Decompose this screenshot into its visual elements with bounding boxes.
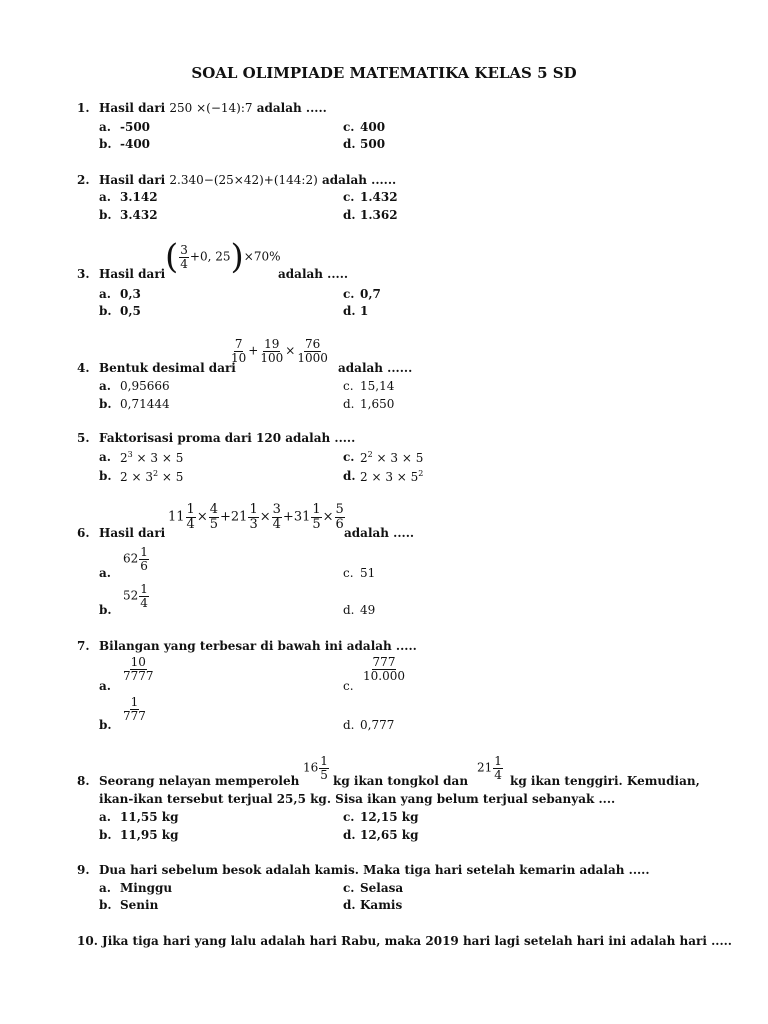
option-letter: c. xyxy=(343,379,354,393)
page-title: SOAL OLIMPIADE MATEMATIKA KELAS 5 SD xyxy=(191,64,577,82)
option-b: $2 \times 3^2 \times 5$ xyxy=(120,469,184,484)
question-text: kg ikan tongkol dan xyxy=(333,774,469,788)
option-b: 3.432 xyxy=(120,208,158,222)
math-expression: $\frac{7}{10}$ + $\frac{19}{100}$ × $\frac{76}{1000}$ xyxy=(231,337,328,365)
math-expression: 250 ×(−14):7 xyxy=(169,101,253,115)
mixed-fraction: 16 $\frac{1}{5}$ xyxy=(303,754,328,782)
option-c: 15,14 xyxy=(360,379,395,393)
option-b: 0,71444 xyxy=(120,397,170,411)
option-b: 11,95 kg xyxy=(120,828,179,842)
option-letter: a. xyxy=(99,120,111,134)
question-suffix: adalah ..... xyxy=(278,267,349,281)
option-letter: d. xyxy=(343,137,356,151)
option-letter: b. xyxy=(99,304,112,318)
question-suffix: adalah ..... xyxy=(256,101,327,115)
option-d: 49 xyxy=(360,603,376,617)
option-letter: a. xyxy=(99,379,111,393)
option-b: 0,5 xyxy=(120,304,141,318)
option-letter: d. xyxy=(343,469,356,483)
option-letter: d. xyxy=(343,603,355,617)
question-text: kg ikan tenggiri. Kemudian, xyxy=(510,774,700,788)
question-number: 2. xyxy=(77,173,90,187)
question-number: 1. xyxy=(77,101,90,115)
option-a: -500 xyxy=(120,120,151,134)
option-letter: b. xyxy=(99,137,112,151)
option-letter: a. xyxy=(99,881,111,895)
option-letter: c. xyxy=(343,287,355,301)
question-text: Hasil dari xyxy=(99,101,166,115)
question-number: 9. xyxy=(77,863,90,877)
question-text: ikan-ikan tersebut terjual 25,5 kg. Sisa ikan yang belum terjual sebanyak .... xyxy=(99,792,616,806)
option-letter: c. xyxy=(343,679,354,693)
option-b: -400 xyxy=(120,137,151,151)
option-letter: d. xyxy=(343,898,356,912)
question-number: 4. xyxy=(77,361,90,375)
question-text: Dua hari sebelum besok adalah kamis. Maka tiga hari setelah kemarin adalah ..... xyxy=(99,863,650,877)
option-letter: d. xyxy=(343,304,356,318)
option-c: 51 xyxy=(360,566,376,580)
question-text: Hasil dari xyxy=(99,526,166,540)
option-a: 0,3 xyxy=(120,287,141,301)
question-suffix: adalah ...... xyxy=(338,361,413,375)
option-letter: b. xyxy=(99,603,112,617)
option-d: $2 \times 3 \times 5^2$ xyxy=(360,469,424,484)
option-a: $\frac{10}{7777}$ xyxy=(123,655,154,683)
option-letter: c. xyxy=(343,450,355,464)
option-a: 11,55 kg xyxy=(120,810,179,824)
option-b: Senin xyxy=(120,898,159,912)
option-d: 12,65 kg xyxy=(360,828,419,842)
mixed-fraction: 21 $\frac{1}{4}$ xyxy=(477,754,502,782)
question-number: 6. xyxy=(77,526,90,540)
question-text: 10. Jika tiga hari yang lalu adalah hari Rabu, maka 2019 hari lagi setelah hari ini adalah hari ..... xyxy=(77,934,732,948)
option-c: 1.432 xyxy=(360,190,398,204)
option-c: 400 xyxy=(360,120,386,134)
option-c: $2^2 \times 3 \times 5$ xyxy=(360,450,424,465)
option-letter: d. xyxy=(343,718,355,732)
option-letter: c. xyxy=(343,881,355,895)
question-text: Faktorisasi proma dari 120 adalah ..... xyxy=(99,431,356,445)
option-a: 62 $\frac{1}{6}$ xyxy=(123,545,148,573)
option-letter: b. xyxy=(99,469,112,483)
question-number: 7. xyxy=(77,639,90,653)
option-letter: b. xyxy=(99,828,112,842)
option-letter: b. xyxy=(99,208,112,222)
option-letter: a. xyxy=(99,450,111,464)
option-d: 1 xyxy=(360,304,369,318)
question-text: Hasil dari xyxy=(99,267,166,281)
option-c: $\frac{777}{10.000}$ xyxy=(363,655,405,683)
option-a: 0,95666 xyxy=(120,379,170,393)
option-letter: b. xyxy=(99,718,112,732)
question-number: 3. xyxy=(77,267,90,281)
option-d: 500 xyxy=(360,137,386,151)
math-expression: 2.340−(25×42)+(144:2) xyxy=(169,173,318,187)
option-letter: c. xyxy=(343,810,355,824)
option-letter: c. xyxy=(343,120,355,134)
option-letter: b. xyxy=(99,898,112,912)
option-letter: a. xyxy=(99,810,111,824)
option-b: 52 $\frac{1}{4}$ xyxy=(123,582,148,610)
question-text: Bentuk desimal dari xyxy=(99,361,236,375)
option-d: 1,650 xyxy=(360,397,395,411)
option-letter: a. xyxy=(99,190,111,204)
option-a: 3.142 xyxy=(120,190,158,204)
option-letter: a. xyxy=(99,566,111,580)
option-letter: c. xyxy=(343,190,355,204)
option-letter: a. xyxy=(99,287,111,301)
option-letter: c. xyxy=(343,566,354,580)
question-number: 5. xyxy=(77,431,90,445)
option-letter: d. xyxy=(343,828,356,842)
option-letter: b. xyxy=(99,397,112,411)
option-b: $\frac{1}{777}$ xyxy=(123,695,146,723)
question-number: 8. xyxy=(77,774,90,788)
question-suffix: adalah ...... xyxy=(321,173,397,187)
option-c: 12,15 kg xyxy=(360,810,419,824)
option-d: 1.362 xyxy=(360,208,398,222)
option-c: 0,7 xyxy=(360,287,381,301)
option-a: Minggu xyxy=(120,881,173,895)
option-letter: d. xyxy=(343,208,356,222)
question-text: Bilangan yang terbesar di bawah ini adalah ..... xyxy=(99,639,417,653)
option-a: $2^3 \times 3 \times 5$ xyxy=(120,450,184,465)
math-expression: ( $\frac{3}{4}$ +0, 25)×70% xyxy=(165,237,281,277)
question-text: Seorang nelayan memperoleh xyxy=(99,774,300,788)
option-d: 0,777 xyxy=(360,718,395,732)
question-text: Hasil dari xyxy=(99,173,166,187)
option-c: Selasa xyxy=(360,881,404,895)
option-letter: a. xyxy=(99,679,111,693)
option-letter: d. xyxy=(343,397,355,411)
math-expression: 11 $\frac{1}{4}$ × $\frac{4}{5}$ +21 $\frac{1}{3}$ × $\frac{3}{4}$ +31 $\frac{1}{5}$ × $\frac{5}{6}$ xyxy=(168,502,344,532)
option-d: Kamis xyxy=(360,898,403,912)
question-suffix: adalah ..... xyxy=(344,526,415,540)
